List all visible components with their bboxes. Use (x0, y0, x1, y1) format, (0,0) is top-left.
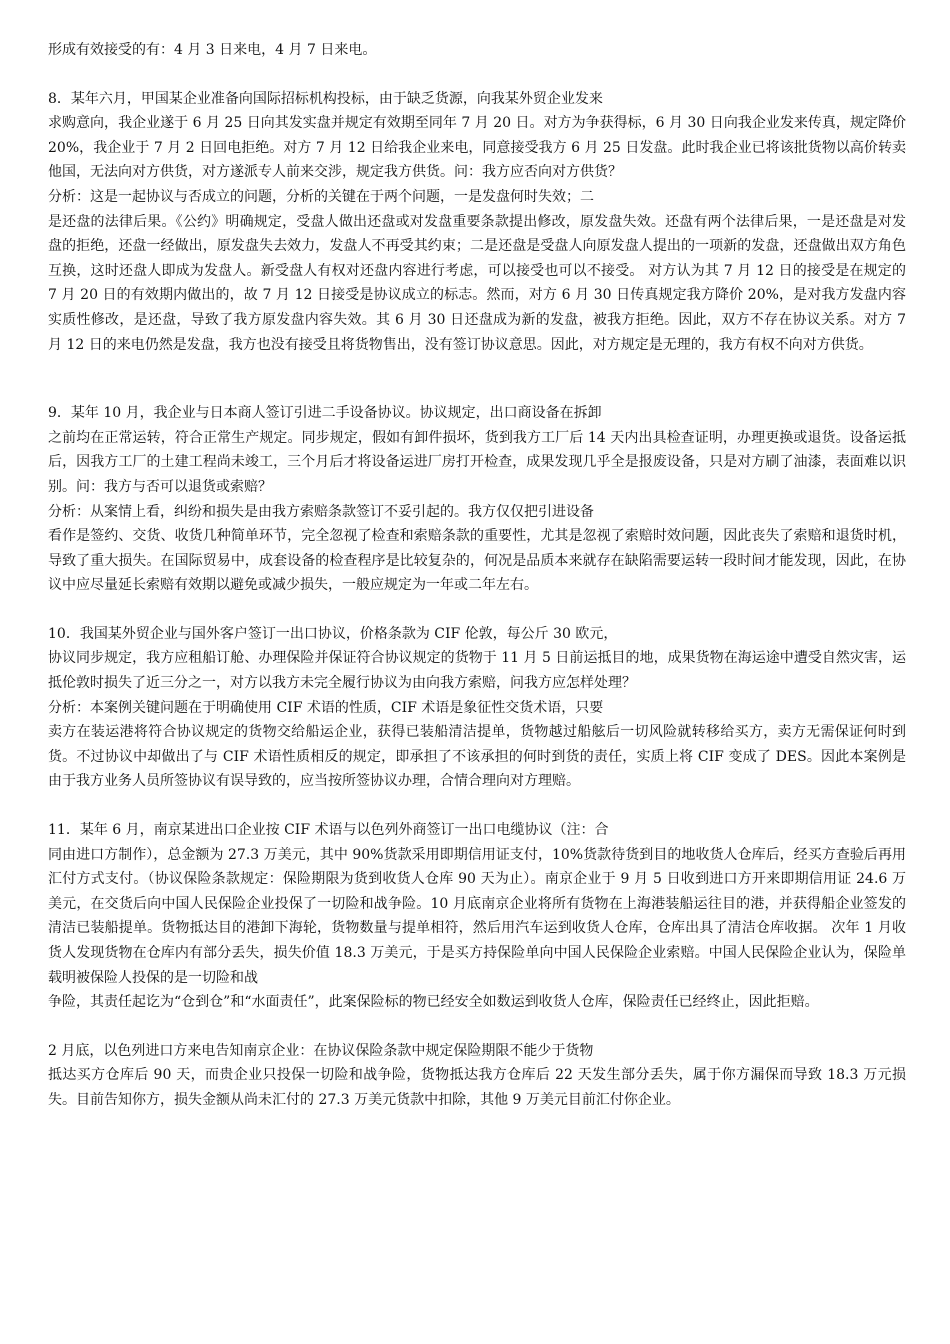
case-11-followup (48, 1039, 906, 1113)
case-8-body: 求购意向，我企业遂于 6 月 25 日向其发实盘并规定有效期至同年 7 月 20 日。对方为争获得标，6 月 30 日向我企业发来传真，规定降价 20%，我企业于 7 月 2 日回电拒绝。对方 7 月 12 日给我企业来电，同意接受我方 6 月 25 日发盘。此时我企业已将该批货物以高价转卖他国，无法向对方供货，对方遂派专人前来交涉，规定我方供货。问：我方应否向对方供货？ (48, 115, 906, 181)
case-10-analysis: 卖方在装运港将符合协议规定的货物交给船运企业，获得已装船清洁提单，货物越过船舷后一切风险就转移给买方，卖方无需保证何时到货。不过协议中却做出了与 CIF 术语性质相反的规定，即承担了不该承担的何时到货的责任，实质上将 CIF 变成了 DES。因此本案例是由于我方业务人员所签协议有误导致的，应当按所签协议办理，合情合理向对方理赔。 (48, 724, 906, 790)
case-11-title: 11．某年 6 月，南京某进出口企业按 CIF 术语与以色列外商签订一出口电缆协议（注：合 (48, 822, 609, 839)
case-8-title: 8．某年六月，甲国某企业准备向国际招标机构投标，由于缺乏货源，向我某外贸企业发来 (48, 90, 603, 107)
case-10 (48, 622, 906, 794)
case-9-analysis-head: 分析：从案情上看，纠纷和损失是由我方索赔条款签订不妥引起的。我方仅仅把引进设备 (48, 503, 594, 520)
case-11 (48, 818, 906, 1015)
case-8-analysis: 是还盘的法律后果。《公约》明确规定，受盘人做出还盘或对发盘重要条款提出修改，原发盘失效。还盘有两个法律后果，一是还盘是对发盘的拒绝，还盘一经做出，原发盘失去效力，发盘人不再受其约束；二是还盘是受盘人向原发盘人提出的一项新的发盘，还盘做出双方角色互换，这时还盘人即成为发盘人。新受盘人有权对还盘内容进行考虑，可以接受也可以不接受。 对方认为其 7 月 12 日的接受是在规定的 7 月 20 日的有效期内做出的，故 7 月 12 日接受是协议成立的标志。然而，对方 6 月 30 日传真规定我方降价 20%，是对我方发盘内容实质性修改，是还盘，导致了我方原发盘内容失效。其 6 月 30 日还盘成为新的发盘，被我方拒绝。因此，双方不存在协议关系。对方 7 月 12 日的来电仍然是发盘，我方也没有接受且将货物售出，没有签订协议意思。因此，对方规定是无理的，我方有权不向对方供货。 (48, 213, 906, 353)
case-9 (48, 401, 906, 598)
case-10-body: 协议同步规定，我方应租船订舱、办理保险并保证符合协议规定的货物于 11 月 5 日前运抵目的地，成果货物在海运途中遭受自然灾害，运抵伦敦时损失了近三分之一，对方以我方未完全履行协议为由向我方索赔，问我方应怎样处理？ (48, 650, 906, 692)
case-10-analysis-head: 分析：本案例关键问题在于明确使用 CIF 术语的性质，CIF 术语是象征性交货术语，只要 (48, 699, 604, 716)
case-10-title: 10．我国某外贸企业与国外客户签订一出口协议，价格条款为 CIF 伦敦，每公斤 30 欧元， (48, 625, 618, 642)
case-11-continuation: 争险，其责任起讫为“仓到仓”和“水面责任”，此案保险标的物已经安全如数运到收货人仓库，保险责任已经终止，因此拒赔。 (48, 994, 819, 1011)
followup-head: 2 月底，以色列进口方来电告知南京企业：在协议保险条款中规定保险期限不能少于货物 (48, 1042, 594, 1059)
followup-body: 抵达买方仓库后 90 天，而贵企业只投保一切险和战争险，货物抵达我方仓库后 22 天发生部分丢失，属于你方漏保而导致 18.3 万元损失。目前告知你方，损失金额从尚未汇付的 27.3 万美元货款中扣除，其他 9 万美元目前汇付你企业。 (48, 1067, 906, 1108)
case-9-analysis: 看作是签约、交货、收货几种简单环节，完全忽视了检查和索赔条款的重要性，尤其是忽视了索赔时效问题，因此丧失了索赔和退货时机，导致了重大损失。在国际贸易中，成套设备的检查程序是比较复杂的，何况是品质本来就存在缺陷需要运转一段时间才能发现，因此，在协议中应尽量延长索赔有效期以避免或减少损失，一般应规定为一年或二年左右。 (48, 528, 906, 594)
case-11-body: 同由进口方制作），总金额为 27.3 万美元，其中 90%货款采用即期信用证支付，10%货款待货到目的地收货人仓库后，经买方查验后再用汇付方式支付。（协议保险条款规定：保险期限为货到收货人仓库 90 天为止）。南京企业于 9 月 5 日收到进口方开来即期信用证 24.6 万美元，在交货后向中国人民保险企业投保了一切险和战争险。10 月底南京企业将所有货物在上海港装船运往目的港，并获得船企业签发的清洁已装船提单。货物抵达目的港卸下海轮，货物数量与提单相符，然后用汽车运到收货人仓库，仓库出具了清洁仓库收据。 次年 1 月收货人发现货物在仓库内有部分丢失，损失价值 18.3 万美元，于是买方持保险单向中国人民保险企业索赔。中国人民保险企业认为，保险单载明被保险人投保的是一切险和战 (48, 846, 906, 986)
case-9-body: 之前均在正常运转，符合正常生产规定。同步规定，假如有卸件损坏，货到我方工厂后 14 天内出具检查证明，办理更换或退货。设备运抵后，因我方工厂的土建工程尚未竣工，三个月后才将设备运进厂房打开检查，成果发现几乎全是报废设备，只是对方刷了油漆，表面难以识别。问：我方与否可以退货或索赔？ (48, 429, 906, 495)
paragraph-intro (48, 38, 906, 63)
case-8-analysis-head: 分析：这是一起协议与否成立的问题，分析的关键在于两个问题，一是发盘何时失效；二 (48, 188, 594, 205)
case-9-title: 9．某年 10 月，我企业与日本商人签订引进二手设备协议。协议规定，出口商设备在拆卸 (48, 405, 602, 422)
case-8 (48, 87, 906, 358)
text-line: 形成有效接受的有：4 月 3 日来电，4 月 7 日来电。 (48, 42, 377, 58)
